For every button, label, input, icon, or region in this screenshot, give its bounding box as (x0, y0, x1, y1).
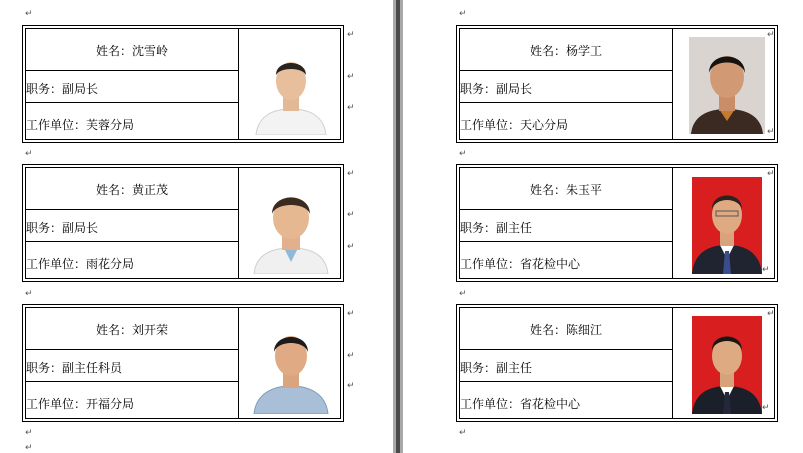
unit-cell (26, 242, 238, 280)
page-gap-divider (393, 0, 403, 453)
name-cell (26, 29, 238, 71)
position-text: 职务：副主任 (460, 221, 533, 235)
column-divider (238, 308, 239, 418)
paragraph-mark: ↵ (25, 289, 33, 299)
paragraph-mark: ↵ (25, 9, 33, 19)
profile-card (22, 164, 344, 282)
name-cell (26, 168, 238, 210)
profile-card (456, 304, 778, 422)
paragraph-mark: ↵ (762, 403, 770, 413)
profile-card (456, 25, 778, 143)
unit-cell (460, 382, 672, 420)
paragraph-mark: ↵ (347, 381, 355, 391)
paragraph-mark: ↵ (347, 242, 355, 252)
paragraph-mark: ↵ (347, 103, 355, 113)
column-divider (672, 168, 673, 278)
portrait-photo (252, 182, 330, 274)
profile-card (22, 304, 344, 422)
position-cell (26, 71, 238, 103)
paragraph-mark: ↵ (347, 169, 355, 179)
column-divider (672, 29, 673, 139)
paragraph-mark: ↵ (347, 309, 355, 319)
column-divider (672, 308, 673, 418)
profile-card (456, 164, 778, 282)
name-text: 姓名：黄正茂 (96, 183, 169, 197)
paragraph-mark: ↵ (767, 309, 775, 319)
paragraph-mark: ↵ (459, 149, 467, 159)
name-text: 姓名：朱玉平 (530, 183, 603, 197)
position-text: 职务：副主任 (460, 361, 533, 375)
column-divider (238, 168, 239, 278)
portrait-photo (692, 316, 762, 414)
paragraph-mark: ↵ (459, 289, 467, 299)
paragraph-mark: ↵ (767, 30, 775, 40)
paragraph-mark: ↵ (25, 149, 33, 159)
name-text: 姓名：陈细江 (530, 323, 603, 337)
unit-cell (460, 242, 672, 280)
portrait-photo (689, 37, 765, 134)
position-text: 职务：副局长 (26, 221, 99, 235)
position-text: 职务：副局长 (26, 82, 99, 96)
position-cell (460, 210, 672, 242)
unit-text: 工作单位：雨花分局 (26, 257, 135, 271)
paragraph-mark: ↵ (347, 210, 355, 220)
position-cell (460, 71, 672, 103)
position-cell (460, 350, 672, 382)
unit-cell (460, 103, 672, 141)
position-cell (26, 350, 238, 382)
unit-text: 工作单位：开福分局 (26, 397, 135, 411)
name-cell (26, 308, 238, 350)
name-cell (460, 168, 672, 210)
paragraph-mark: ↵ (762, 265, 770, 275)
paragraph-mark: ↵ (25, 428, 33, 438)
profile-card (22, 25, 344, 143)
name-text: 姓名：刘开荣 (96, 323, 169, 337)
name-cell (460, 29, 672, 71)
paragraph-mark: ↵ (347, 351, 355, 361)
name-cell (460, 308, 672, 350)
position-cell (26, 210, 238, 242)
unit-text: 工作单位：省花检中心 (460, 397, 581, 411)
unit-text: 工作单位：芙蓉分局 (26, 118, 135, 132)
paragraph-mark: ↵ (767, 127, 775, 137)
paragraph-mark: ↵ (767, 169, 775, 179)
paragraph-mark: ↵ (459, 428, 467, 438)
unit-cell (26, 382, 238, 420)
paragraph-mark: ↵ (347, 30, 355, 40)
portrait-photo (252, 322, 330, 414)
unit-text: 工作单位：省花检中心 (460, 257, 581, 271)
position-text: 职务：副主任科员 (26, 361, 123, 375)
portrait-photo (692, 177, 762, 274)
unit-cell (26, 103, 238, 141)
paragraph-mark: ↵ (347, 72, 355, 82)
paragraph-mark: ↵ (25, 443, 33, 453)
name-text: 姓名：杨学工 (530, 44, 603, 58)
position-text: 职务：副局长 (460, 82, 533, 96)
portrait-photo (252, 45, 330, 135)
unit-text: 工作单位：天心分局 (460, 118, 569, 132)
name-text: 姓名：沈雪岭 (96, 44, 169, 58)
paragraph-mark: ↵ (459, 9, 467, 19)
column-divider (238, 29, 239, 139)
